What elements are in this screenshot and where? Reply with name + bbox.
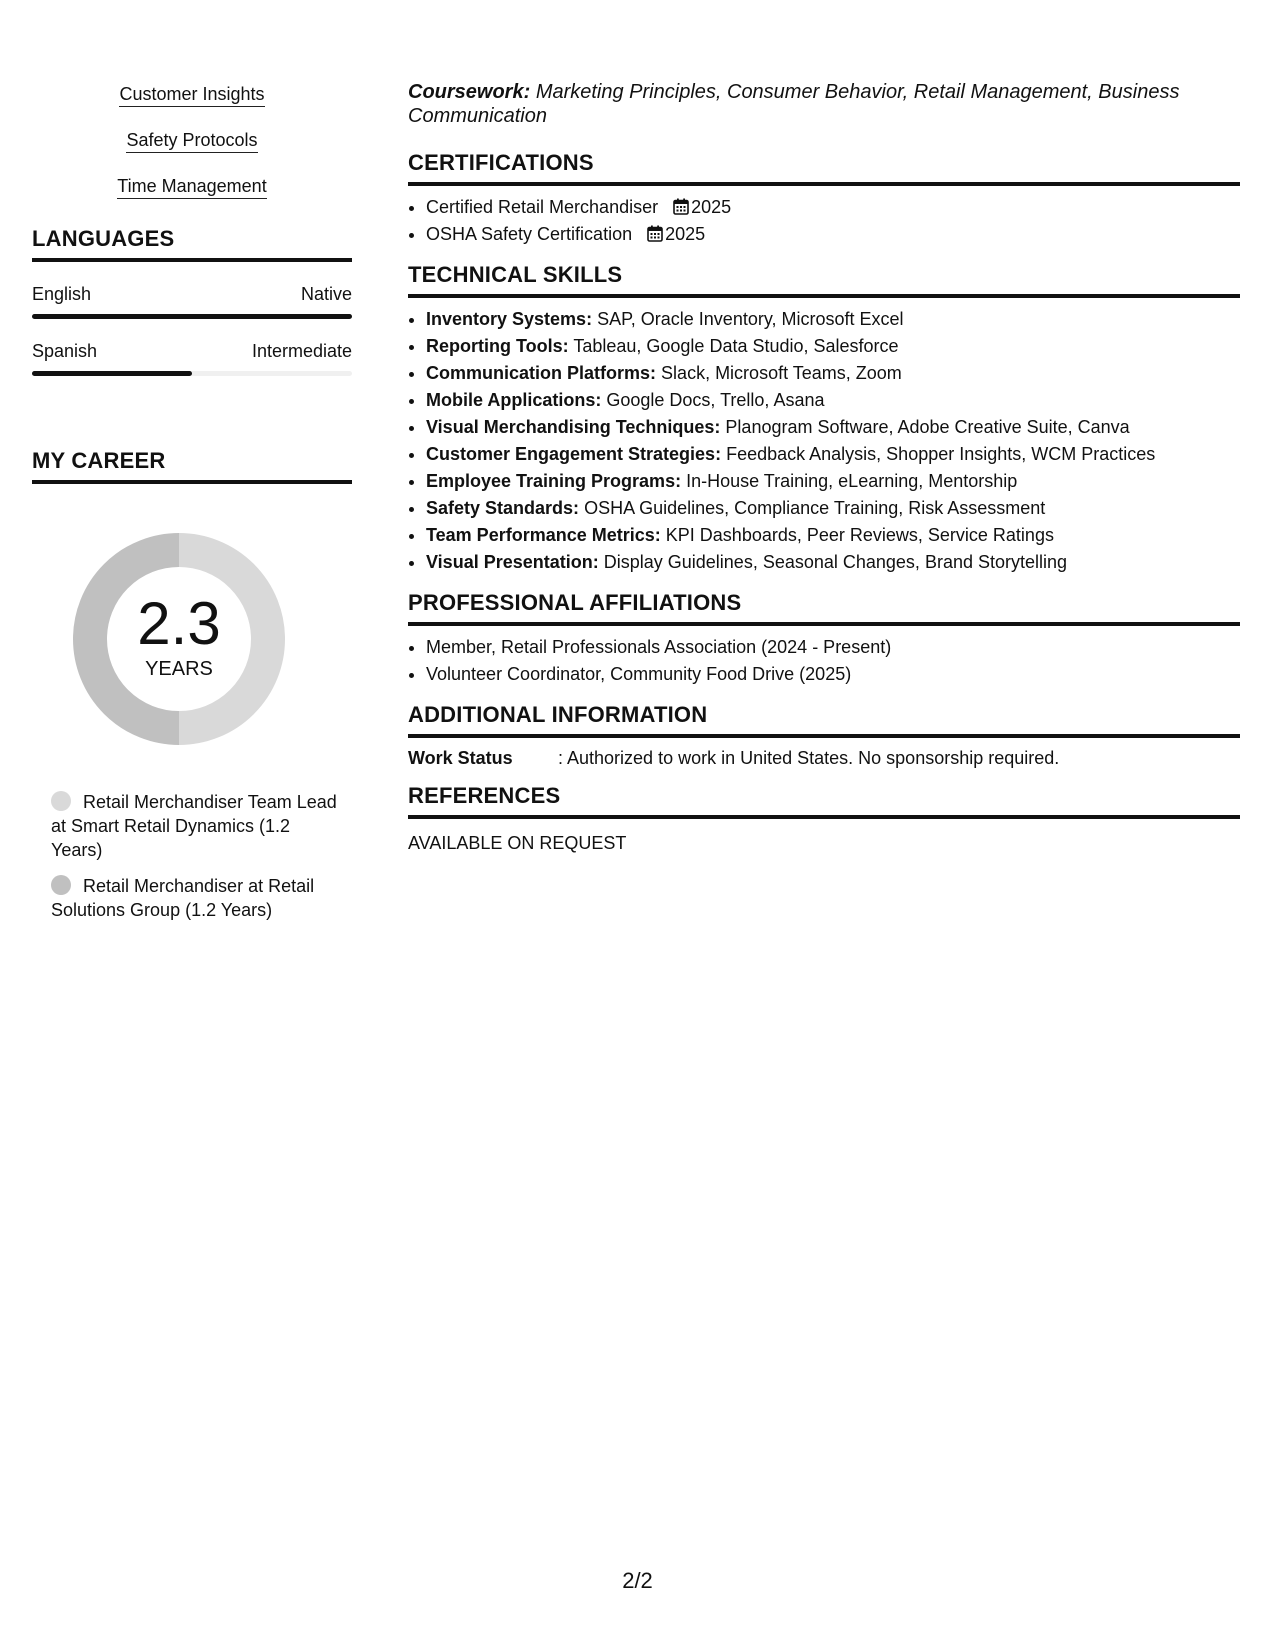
language-item: [32, 284, 352, 319]
legend-dot-icon: [51, 875, 71, 895]
skill-category: Team Performance Metrics:: [426, 525, 661, 545]
coursework: [408, 80, 1240, 128]
language-level: Native: [300, 284, 352, 304]
affiliation-item: • Member, Retail Professionals Association (2024 - Present): [426, 634, 1240, 661]
skill-values: KPI Dashboards, Peer Reviews, Service Ratings: [665, 525, 1054, 545]
languages-title: LANGUAGES: [32, 226, 352, 262]
technical-skill-item: [426, 468, 1240, 495]
additional-info-title: ADDITIONAL INFORMATION: [408, 702, 1240, 738]
skill-tag: Safety Protocols: [126, 128, 257, 153]
language-proficiency-fill: [32, 371, 192, 376]
skill-values: In-House Training, eLearning, Mentorship: [686, 471, 1018, 491]
skill-category: Communication Platforms:: [426, 363, 657, 383]
skill-tag: Customer Insights: [119, 82, 264, 107]
technical-skill-item: [426, 441, 1240, 468]
career-legend-label: Retail Merchandiser at Retail Solutions Group (1.2 Years): [51, 876, 315, 920]
skill-item: [32, 128, 352, 154]
career-legend-label: Retail Merchandiser Team Lead at Smart Retail Dynamics (1.2 Years): [51, 792, 337, 860]
work-status: [408, 748, 1240, 769]
certifications-section: [408, 150, 1240, 248]
language-proficiency-bar: [32, 314, 352, 319]
skill-values: Display Guidelines, Seasonal Changes, Brand Storytelling: [603, 552, 1068, 572]
skill-values: SAP, Oracle Inventory, Microsoft Excel: [597, 309, 904, 329]
skill-values: Feedback Analysis, Shopper Insights, WCM Practices: [726, 444, 1156, 464]
additional-info-section: [408, 702, 1240, 769]
references-title: REFERENCES: [408, 783, 1240, 819]
references-section: [408, 783, 1240, 854]
skill-values: Tableau, Google Data Studio, Salesforce: [573, 336, 899, 356]
skill-category: Reporting Tools:: [426, 336, 569, 356]
calendar-icon: [673, 198, 689, 215]
skill-tag: Time Management: [117, 174, 266, 199]
skill-category: Mobile Applications:: [426, 390, 602, 410]
calendar-icon: [647, 225, 663, 242]
skill-item: [32, 174, 352, 200]
certifications-title: CERTIFICATIONS: [408, 150, 1240, 186]
sidebar: [32, 82, 352, 934]
technical-skills-section: [408, 262, 1240, 576]
technical-skill-item: [426, 495, 1240, 522]
certification-name: OSHA Safety Certification: [426, 224, 633, 244]
technical-skills-title: TECHNICAL SKILLS: [408, 262, 1240, 298]
career-legend-item: [51, 790, 341, 862]
languages-section: [32, 226, 352, 376]
career-total: 2.3: [137, 590, 221, 657]
skill-values: OSHA Guidelines, Compliance Training, Risk Assessment: [584, 498, 1046, 518]
certification-year: 2025: [665, 224, 706, 244]
certification-item: [426, 221, 1240, 248]
skill-category: Visual Presentation:: [426, 552, 599, 572]
certification-year: 2025: [691, 197, 732, 217]
work-status-value: : Authorized to work in United States. No sponsorship required.: [558, 748, 1060, 768]
references-text: AVAILABLE ON REQUEST: [408, 833, 627, 853]
skills-list: [32, 82, 352, 200]
language-level: Intermediate: [251, 341, 352, 361]
technical-skill-item: [426, 333, 1240, 360]
skill-category: Inventory Systems:: [426, 309, 593, 329]
language-name: English: [32, 284, 92, 304]
coursework-text: Marketing Principles, Consumer Behavior, Retail Management, Business Communication: [408, 81, 1180, 127]
legend-dot-icon: [51, 791, 71, 811]
career-section: [32, 448, 352, 922]
skill-values: Google Docs, Trello, Asana: [606, 390, 825, 410]
technical-skill-item: [426, 549, 1240, 576]
technical-skill-item: [426, 360, 1240, 387]
language-proficiency-fill: [32, 314, 352, 319]
page-number: 2/2: [622, 1568, 653, 1593]
language-item: [32, 341, 352, 376]
career-donut: [64, 524, 294, 754]
work-status-label: Work Status: [408, 748, 513, 768]
main-content: [408, 80, 1240, 868]
skill-category: Visual Merchandising Techniques:: [426, 417, 721, 437]
technical-skill-item: [426, 414, 1240, 441]
skill-category: Safety Standards:: [426, 498, 580, 518]
affiliations-title: PROFESSIONAL AFFILIATIONS: [408, 590, 1240, 626]
language-proficiency-bar: [32, 371, 352, 376]
career-title: MY CAREER: [32, 448, 352, 484]
career-legend-item: [51, 874, 341, 922]
technical-skills-list: [408, 306, 1240, 576]
certification-item: [426, 194, 1240, 221]
technical-skill-item: [426, 522, 1240, 549]
certification-name: Certified Retail Merchandiser: [426, 197, 659, 217]
coursework-label: Coursework:: [408, 81, 531, 103]
affiliations-section: [408, 590, 1240, 688]
technical-skill-item: [426, 306, 1240, 333]
skill-category: Employee Training Programs:: [426, 471, 682, 491]
skill-item: [32, 82, 352, 108]
language-name: Spanish: [32, 341, 98, 361]
skill-values: Planogram Software, Adobe Creative Suite, Canva: [725, 417, 1130, 437]
career-unit: YEARS: [145, 658, 213, 680]
career-legend: [51, 790, 341, 922]
certifications-list: [408, 194, 1240, 248]
skill-values: Slack, Microsoft Teams, Zoom: [661, 363, 902, 383]
affiliation-item: • Volunteer Coordinator, Community Food Drive (2025): [426, 661, 1240, 688]
technical-skill-item: [426, 387, 1240, 414]
skill-category: Customer Engagement Strategies:: [426, 444, 722, 464]
affiliations-list: [408, 634, 1240, 688]
